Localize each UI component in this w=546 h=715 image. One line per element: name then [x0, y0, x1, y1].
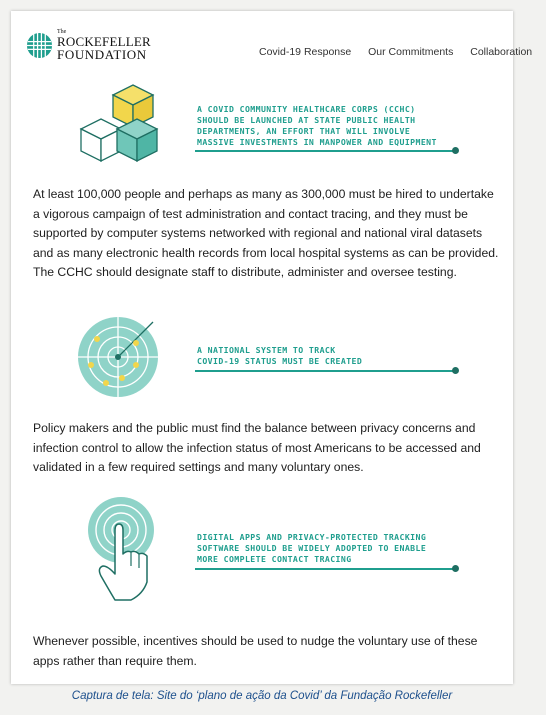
image-caption: Captura de tela: Site do ‘plano de ação da Covid’ da Fundação Rockefeller [71, 690, 453, 702]
main-nav [259, 46, 546, 58]
callout-underline [195, 370, 455, 372]
radar-icon [75, 314, 161, 400]
callout-dot [452, 147, 459, 154]
callout-underline [195, 568, 455, 570]
callout-dot [452, 565, 459, 572]
touch-hand-icon [81, 494, 167, 604]
nav-our-commitments[interactable]: Our Commitments [368, 46, 454, 58]
callout-dot [452, 367, 459, 374]
paragraph-tracking: Policy makers and the public must find the balance between privacy concerns and infection control to allow the infection status of most Americans to be accessed and validated in a few required settings and many voluntary ones. [33, 421, 481, 474]
logo-the: The [57, 29, 67, 35]
globe-logo-icon [26, 32, 53, 59]
screenshot-frame [11, 11, 533, 684]
logo-text [57, 29, 151, 61]
paragraph-apps: Whenever possible, incentives should be used to nudge the voluntary use of these apps rather than require them. [33, 634, 478, 668]
cubes-icon [79, 81, 169, 171]
callout-tracking: A NATIONAL SYSTEM TO TRACK COVID-19 STATUS MUST BE CREATED [197, 345, 363, 366]
callout-apps: DIGITAL APPS AND PRIVACY-PROTECTED TRACKING SOFTWARE SHOULD BE WIDELY ADOPTED TO ENABLE MORE COMPLETE CONTACT TRACING [197, 532, 427, 564]
nav-covid-response[interactable]: Covid-19 Response [259, 46, 352, 58]
callout-underline [195, 150, 455, 152]
foundation-logo[interactable] [26, 29, 151, 61]
paragraph-cchc: At least 100,000 people and perhaps as many as 300,000 must be hired to undertake a vigorous campaign of test administration and contact tracing, and they must be supported by computer systems networked with regional and national viral datasets and as many electronic health records from local hospital systems as can be provided. The CCHC should designate staff to distribute, administer and oversee testing. [33, 187, 499, 279]
nav-collaboration[interactable]: Collaboration [470, 46, 533, 58]
logo-line-1: ROCKEFELLER [57, 34, 151, 49]
site-header [11, 11, 533, 81]
logo-line-2: FOUNDATION [57, 47, 147, 62]
callout-cchc: A COVID COMMUNITY HEALTHCARE CORPS (CCHC) SHOULD BE LAUNCHED AT STATE PUBLIC HEALTH DEPARTMENTS, AN EFFORT THAT WILL INVOLVE MASSIVE INVESTMENTS IN MANPOWER AND EQUIPMENT [197, 104, 437, 147]
